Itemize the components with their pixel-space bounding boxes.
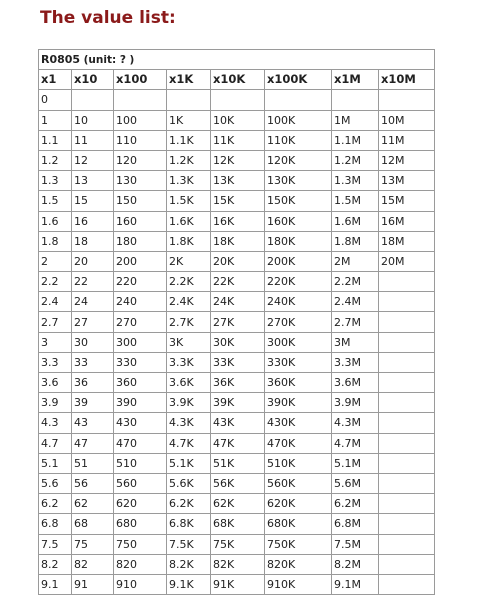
table-row (39, 191, 435, 211)
table-cell: 5.1 (39, 453, 72, 473)
table-cell (265, 90, 332, 110)
table-cell (167, 90, 211, 110)
table-cell: 110K (265, 130, 332, 150)
table-cell: 43K (211, 413, 265, 433)
table-cell: 390K (265, 393, 332, 413)
table-cell: 10K (211, 110, 265, 130)
table-cell: 22 (72, 272, 114, 292)
table-cell: 1M (332, 110, 379, 130)
table-cell: 75K (211, 534, 265, 554)
table-cell: 620 (114, 494, 167, 514)
table-cell: 27K (211, 312, 265, 332)
table-cell: 3.9K (167, 393, 211, 413)
table-row (39, 473, 435, 493)
table-header-row (39, 70, 435, 90)
table-cell: 390 (114, 393, 167, 413)
table-cell: 680K (265, 514, 332, 534)
table-caption (39, 50, 435, 70)
page-title: The value list: (40, 8, 176, 28)
table-cell: 30 (72, 332, 114, 352)
table-row (39, 312, 435, 332)
table-cell: 6.8M (332, 514, 379, 534)
table-cell: 1.6M (332, 211, 379, 231)
table-cell: 1.2M (332, 150, 379, 170)
table-row (39, 332, 435, 352)
table-cell: 24K (211, 292, 265, 312)
table-cell: 240K (265, 292, 332, 312)
table-cell: 300K (265, 332, 332, 352)
table-cell: 5.6 (39, 473, 72, 493)
table-cell: 1.6 (39, 211, 72, 231)
table-cell: 9.1M (332, 574, 379, 594)
table-cell: 13M (379, 171, 435, 191)
table-cell: 5.6K (167, 473, 211, 493)
table-cell: 18M (379, 231, 435, 251)
table-cell: 120 (114, 150, 167, 170)
column-header: x1K (167, 70, 211, 90)
table-cell: 330 (114, 352, 167, 372)
column-header: x1M (332, 70, 379, 90)
table-cell: 470K (265, 433, 332, 453)
table-cell: 22K (211, 272, 265, 292)
table-cell: 1.1M (332, 130, 379, 150)
table-cell: 12M (379, 150, 435, 170)
table-cell: 130 (114, 171, 167, 191)
table-cell: 330K (265, 352, 332, 372)
caption-unit: (unit: ? ) (83, 53, 135, 66)
table-cell: 270 (114, 312, 167, 332)
table-cell: 300 (114, 332, 167, 352)
table-cell: 430K (265, 413, 332, 433)
table-cell: 24 (72, 292, 114, 312)
table-cell: 240 (114, 292, 167, 312)
table-cell: 51K (211, 453, 265, 473)
table-cell: 180K (265, 231, 332, 251)
table-row (39, 433, 435, 453)
caption-code: R0805 (41, 52, 81, 66)
table-cell: 1.1K (167, 130, 211, 150)
column-header: x100 (114, 70, 167, 90)
table-cell: 18K (211, 231, 265, 251)
table-cell: 2.4M (332, 292, 379, 312)
table-row (39, 554, 435, 574)
table-cell: 1.3 (39, 171, 72, 191)
table-cell: 200K (265, 251, 332, 271)
table-cell: 8.2K (167, 554, 211, 574)
column-header: x10K (211, 70, 265, 90)
table-cell (379, 312, 435, 332)
table-cell: 100 (114, 110, 167, 130)
table-cell: 2K (167, 251, 211, 271)
table-cell: 1.5M (332, 191, 379, 211)
table-cell: 11 (72, 130, 114, 150)
table-cell: 2M (332, 251, 379, 271)
table-cell: 2.2M (332, 272, 379, 292)
column-header: x10 (72, 70, 114, 90)
table-cell: 1.8 (39, 231, 72, 251)
table-cell: 120K (265, 150, 332, 170)
table-cell: 3.6K (167, 373, 211, 393)
table-cell (379, 352, 435, 372)
table-cell: 110 (114, 130, 167, 150)
table-cell: 2.2 (39, 272, 72, 292)
table-cell: 0 (39, 90, 72, 110)
table-cell: 6.2M (332, 494, 379, 514)
table-cell: 11K (211, 130, 265, 150)
table-cell: 750 (114, 534, 167, 554)
table-cell: 4.3 (39, 413, 72, 433)
table-cell: 20K (211, 251, 265, 271)
table-cell (332, 90, 379, 110)
table-cell: 4.3K (167, 413, 211, 433)
table-row (39, 171, 435, 191)
table-cell: 620K (265, 494, 332, 514)
table-cell: 3.6M (332, 373, 379, 393)
table-body (39, 90, 435, 595)
table-cell: 510K (265, 453, 332, 473)
table-cell (379, 413, 435, 433)
table-cell: 56 (72, 473, 114, 493)
table-cell: 910K (265, 574, 332, 594)
table-cell: 2.7 (39, 312, 72, 332)
table-cell: 1 (39, 110, 72, 130)
table-cell: 680 (114, 514, 167, 534)
table-cell: 1.2K (167, 150, 211, 170)
table-cell: 7.5K (167, 534, 211, 554)
table-cell (379, 473, 435, 493)
table-cell: 2.7K (167, 312, 211, 332)
table-cell: 6.8K (167, 514, 211, 534)
table-cell: 560K (265, 473, 332, 493)
table-cell (379, 554, 435, 574)
table-cell: 7.5 (39, 534, 72, 554)
table-row (39, 90, 435, 110)
table-row (39, 393, 435, 413)
table-cell: 62K (211, 494, 265, 514)
table-cell: 82 (72, 554, 114, 574)
table-cell (379, 393, 435, 413)
table-cell: 15 (72, 191, 114, 211)
table-cell: 200 (114, 251, 167, 271)
table-row (39, 150, 435, 170)
table-cell: 430 (114, 413, 167, 433)
table-row (39, 514, 435, 534)
table-cell: 9.1K (167, 574, 211, 594)
table-cell: 4.7 (39, 433, 72, 453)
table-cell: 6.2K (167, 494, 211, 514)
table-cell: 16 (72, 211, 114, 231)
table-cell: 2.7M (332, 312, 379, 332)
table-cell (379, 292, 435, 312)
table-cell: 1.1 (39, 130, 72, 150)
table-cell: 20M (379, 251, 435, 271)
table-cell: 160K (265, 211, 332, 231)
table-cell: 560 (114, 473, 167, 493)
table-cell (114, 90, 167, 110)
table-cell: 130K (265, 171, 332, 191)
table-cell: 3.3K (167, 352, 211, 372)
table-row (39, 453, 435, 473)
table-cell: 820K (265, 554, 332, 574)
table-cell: 1.3M (332, 171, 379, 191)
table-cell: 180 (114, 231, 167, 251)
table-cell: 51 (72, 453, 114, 473)
table-cell: 1.3K (167, 171, 211, 191)
table-caption-row (39, 50, 435, 70)
table-row (39, 413, 435, 433)
table-cell (379, 272, 435, 292)
table-cell: 4.3M (332, 413, 379, 433)
table-cell: 3.6 (39, 373, 72, 393)
table-cell (379, 574, 435, 594)
table-cell: 3.3 (39, 352, 72, 372)
table-cell (379, 90, 435, 110)
table-cell: 30K (211, 332, 265, 352)
table-cell (72, 90, 114, 110)
table-cell: 2.2K (167, 272, 211, 292)
table-cell: 160 (114, 211, 167, 231)
table-cell: 1.6K (167, 211, 211, 231)
table-row (39, 373, 435, 393)
table-row (39, 534, 435, 554)
table-cell: 1.5K (167, 191, 211, 211)
table-cell: 62 (72, 494, 114, 514)
table-cell: 47 (72, 433, 114, 453)
table-cell (379, 373, 435, 393)
table-cell: 15K (211, 191, 265, 211)
table-cell: 2.4 (39, 292, 72, 312)
table-cell: 68 (72, 514, 114, 534)
table-cell (379, 494, 435, 514)
table-row (39, 130, 435, 150)
table-cell: 5.1K (167, 453, 211, 473)
table-row (39, 231, 435, 251)
resistor-value-table (38, 49, 435, 595)
table-cell: 2 (39, 251, 72, 271)
table-cell: 3M (332, 332, 379, 352)
table-cell: 18 (72, 231, 114, 251)
table-cell: 6.8 (39, 514, 72, 534)
table-cell: 33 (72, 352, 114, 372)
table-cell (379, 514, 435, 534)
table-cell: 100K (265, 110, 332, 130)
table-cell: 12K (211, 150, 265, 170)
table-cell: 3 (39, 332, 72, 352)
table-cell: 750K (265, 534, 332, 554)
table-row (39, 272, 435, 292)
table-cell: 36K (211, 373, 265, 393)
table-cell: 39 (72, 393, 114, 413)
table-cell: 27 (72, 312, 114, 332)
table-cell: 1.2 (39, 150, 72, 170)
table-cell: 1.5 (39, 191, 72, 211)
table-cell: 220K (265, 272, 332, 292)
table-cell: 8.2 (39, 554, 72, 574)
column-header: x10M (379, 70, 435, 90)
table-cell: 820 (114, 554, 167, 574)
table-cell: 91K (211, 574, 265, 594)
table-row (39, 251, 435, 271)
table-cell (211, 90, 265, 110)
table-cell: 11M (379, 130, 435, 150)
table-cell: 15M (379, 191, 435, 211)
table-cell: 6.2 (39, 494, 72, 514)
table-cell: 1K (167, 110, 211, 130)
table-cell: 7.5M (332, 534, 379, 554)
table-cell: 10M (379, 110, 435, 130)
table-cell: 13K (211, 171, 265, 191)
table-cell: 36 (72, 373, 114, 393)
table-cell: 10 (72, 110, 114, 130)
table-cell: 68K (211, 514, 265, 534)
table-cell: 75 (72, 534, 114, 554)
table-row (39, 352, 435, 372)
table-cell: 12 (72, 150, 114, 170)
table-cell: 20 (72, 251, 114, 271)
table-cell: 2.4K (167, 292, 211, 312)
table-cell: 150K (265, 191, 332, 211)
table-row (39, 574, 435, 594)
table-cell: 150 (114, 191, 167, 211)
table-cell: 33K (211, 352, 265, 372)
table-cell: 8.2M (332, 554, 379, 574)
table-cell: 91 (72, 574, 114, 594)
table-cell: 1.8M (332, 231, 379, 251)
table-cell: 270K (265, 312, 332, 332)
table-cell: 16M (379, 211, 435, 231)
table-cell (379, 534, 435, 554)
table-row (39, 110, 435, 130)
table-cell: 4.7M (332, 433, 379, 453)
table-row (39, 211, 435, 231)
table-cell (379, 453, 435, 473)
table-cell: 510 (114, 453, 167, 473)
table-cell: 3.9M (332, 393, 379, 413)
table-cell: 13 (72, 171, 114, 191)
table-cell: 3.9 (39, 393, 72, 413)
table-cell: 5.6M (332, 473, 379, 493)
table-row (39, 494, 435, 514)
table-cell: 16K (211, 211, 265, 231)
table-cell: 1.8K (167, 231, 211, 251)
column-header: x100K (265, 70, 332, 90)
table-cell: 3K (167, 332, 211, 352)
table-cell: 9.1 (39, 574, 72, 594)
table-cell: 39K (211, 393, 265, 413)
table-cell: 5.1M (332, 453, 379, 473)
table-cell: 47K (211, 433, 265, 453)
table-cell: 3.3M (332, 352, 379, 372)
table-cell: 360 (114, 373, 167, 393)
table-cell (379, 332, 435, 352)
table-row (39, 292, 435, 312)
table-cell: 470 (114, 433, 167, 453)
table-cell: 220 (114, 272, 167, 292)
table-cell: 56K (211, 473, 265, 493)
table-cell: 910 (114, 574, 167, 594)
column-header: x1 (39, 70, 72, 90)
table-cell: 4.7K (167, 433, 211, 453)
table-cell (379, 433, 435, 453)
table-cell: 360K (265, 373, 332, 393)
table-cell: 43 (72, 413, 114, 433)
table-cell: 82K (211, 554, 265, 574)
